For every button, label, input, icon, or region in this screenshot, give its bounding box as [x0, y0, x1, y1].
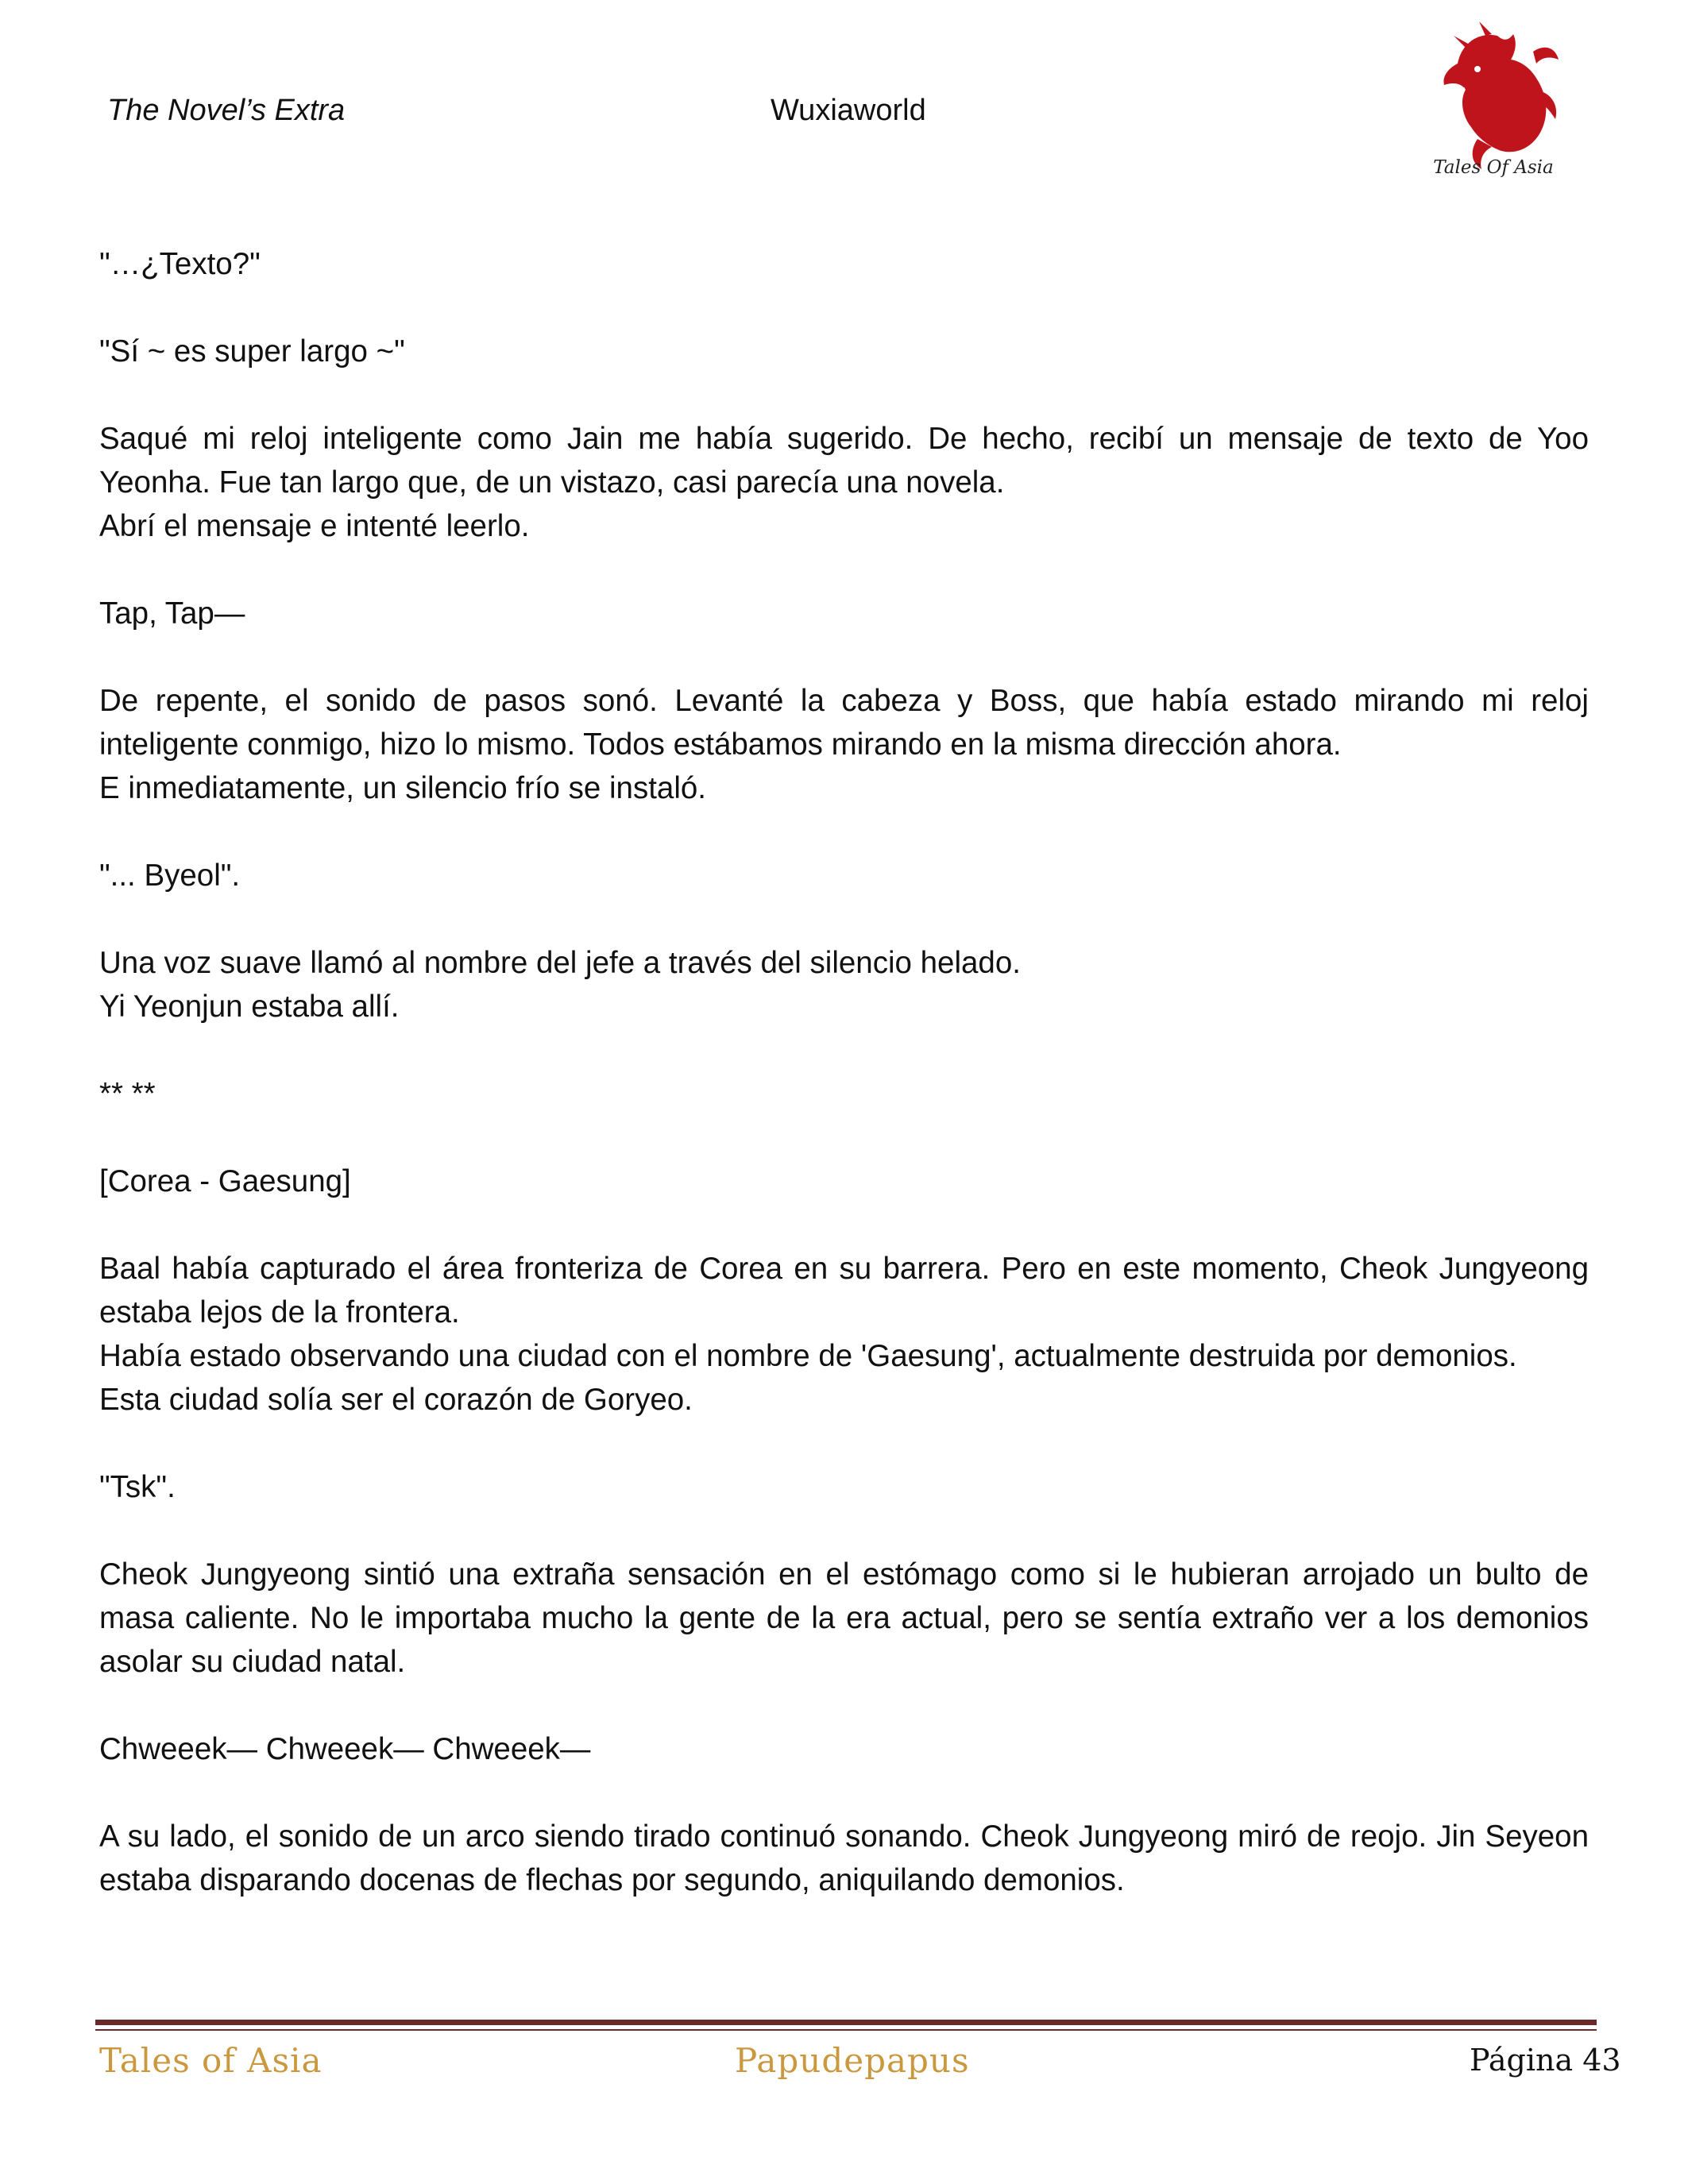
paragraph-line: "Tsk". — [99, 1470, 176, 1504]
footer-left-text: Tales of Asia — [99, 2041, 323, 2080]
paragraph-line: Esta ciudad solía ser el corazón de Goryeo. — [99, 1383, 693, 1417]
document-body — [99, 242, 1589, 1946]
paragraph — [99, 417, 1589, 548]
paragraph — [99, 854, 1589, 897]
paragraph-line: Baal había capturado el área fronteriza de Corea en su barrera. Pero en este momento, Cheok Jungyeong estaba lejos de la frontera. — [99, 1252, 1589, 1329]
paragraph — [99, 1553, 1589, 1684]
paragraph — [99, 679, 1589, 810]
paragraph-line: Cheok Jungyeong sintió una extraña sensación en el estómago como si le hubieran arrojado un bulto de masa caliente. No le importaba mucho la gente de la era actual, pero se sentía extraño ver a los demonios asolar su ciudad natal. — [99, 1557, 1589, 1679]
paragraph — [99, 1247, 1589, 1422]
paragraph-line: E inmediatamente, un silencio frío se instaló. — [99, 771, 706, 805]
paragraph-line: "…¿Texto?" — [99, 247, 261, 281]
paragraph-line: Abrí el mensaje e intenté leerlo. — [99, 509, 530, 543]
paragraph — [99, 1072, 1589, 1116]
paragraph-line: Había estado observando una ciudad con el nombre de 'Gaesung', actualmente destruida por demonios. — [99, 1339, 1517, 1373]
paragraph — [99, 1465, 1589, 1509]
paragraph-line: De repente, el sonido de pasos sonó. Levanté la cabeza y Boss, que había estado mirando mi reloj inteligente conmigo, hizo lo mismo. Todos estábamos mirando en la misma dirección ahora. — [99, 684, 1589, 762]
footer-rule-thick — [95, 2020, 1597, 2025]
logo-text: Tales Of Asia — [1433, 157, 1554, 178]
paragraph-line: A su lado, el sonido de un arco siendo tirado continuó sonando. Cheok Jungyeong miró de reojo. Jin Seyeon estaba disparando docenas de flechas por segundo, aniquilando demonios. — [99, 1819, 1589, 1897]
site-name: Wuxiaworld — [771, 94, 926, 127]
paragraph-line: Yi Yeonjun estaba allí. — [99, 990, 400, 1024]
paragraph-line: "... Byeol". — [99, 859, 241, 893]
paragraph — [99, 1160, 1589, 1203]
paragraph — [99, 941, 1589, 1028]
paragraph-line: Chweeek— Chweeek— Chweeek— — [99, 1732, 591, 1766]
footer-rule-thin — [95, 2029, 1597, 2031]
paragraph — [99, 592, 1589, 635]
paragraph — [99, 242, 1589, 286]
paragraph-line: "Sí ~ es super largo ~" — [99, 334, 405, 369]
paragraph-line: Una voz suave llamó al nombre del jefe a través del silencio helado. — [99, 946, 1021, 980]
paragraph — [99, 330, 1589, 373]
paragraph-line: Tap, Tap— — [99, 596, 245, 631]
footer-center-text: Papudepapus — [735, 2041, 970, 2080]
paragraph-line: ** ** — [99, 1077, 156, 1111]
paragraph-line: Saqué mi reloj inteligente como Jain me había sugerido. De hecho, recibí un mensaje de texto de Yoo Yeonha. Fue tan largo que, de un vistazo, casi parecía una novela. — [99, 422, 1589, 500]
paragraph — [99, 1815, 1589, 1902]
paragraph-line: [Corea - Gaesung] — [99, 1164, 351, 1198]
paragraph — [99, 1727, 1589, 1771]
page-number: Página 43 — [1470, 2043, 1621, 2078]
book-title: The Novel’s Extra — [107, 94, 346, 127]
